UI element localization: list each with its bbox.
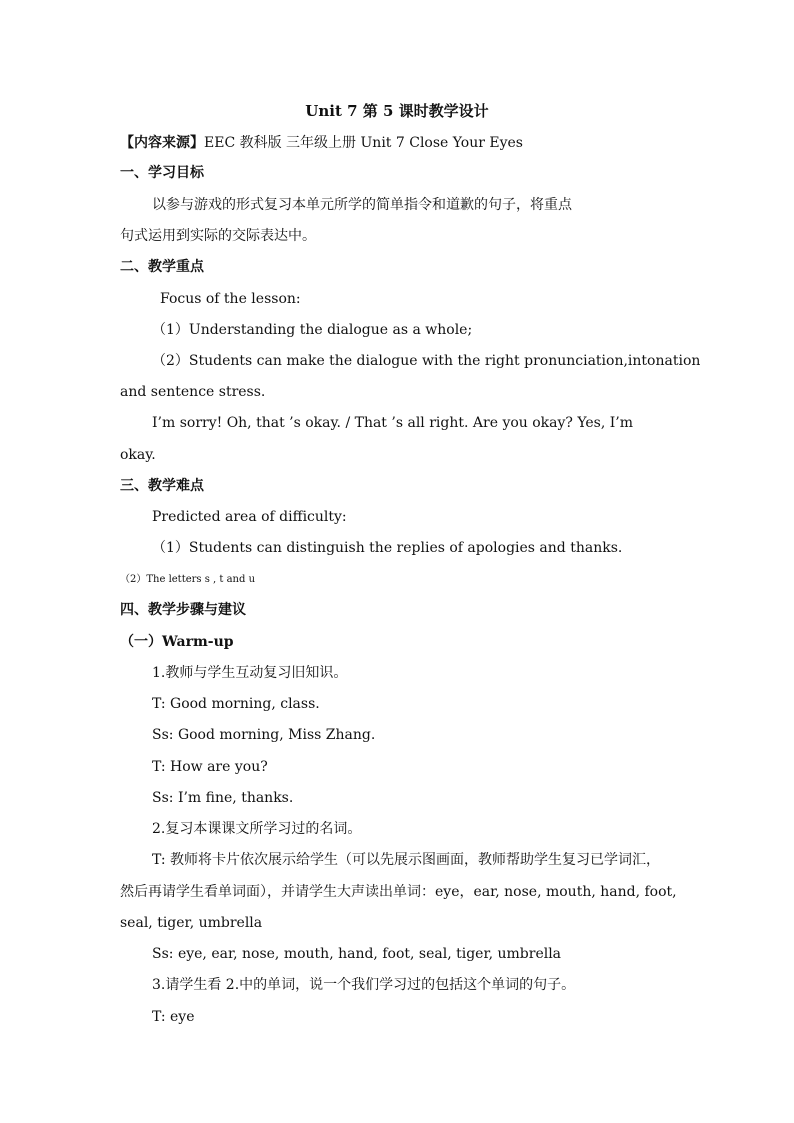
dialogue-sentences-continued: okay. bbox=[120, 447, 156, 463]
focus-item-2-end: intonation bbox=[627, 353, 701, 369]
section-heading-key-points: 二、教学重点 bbox=[120, 259, 204, 275]
dialogue-line-3: T: How are you? bbox=[152, 759, 268, 775]
source-text: EEC 教科版 三年级上册 Unit 7 Close Your Eyes bbox=[204, 135, 523, 151]
difficulty-label: Predicted area of difficulty: bbox=[152, 509, 347, 525]
dialogue-sentences: I’m sorry! Oh, that ’s okay. / That ’s all right. Are you okay? Yes, I’m bbox=[152, 415, 634, 431]
teacher-instruction-line-2: 然后再请学生看单词面），并请学生大声读出单词：eye，ear, nose, mouth, hand, foot, bbox=[120, 884, 677, 900]
step-1: 1.教师与学生互动复习旧知识。 bbox=[152, 665, 348, 681]
focus-item-2-text: Students can make the dialogue with the right pronunciation, bbox=[188, 353, 628, 369]
section-heading-steps: 四、教学步骤与建议 bbox=[120, 602, 246, 618]
difficulty-item-1: （1）Students can distinguish the replies of apologies and thanks. bbox=[152, 540, 623, 556]
focus-item-1: （1）Understanding the dialogue as a whole; bbox=[152, 322, 473, 338]
dialogue-line-2: Ss: Good morning, Miss Zhang. bbox=[152, 727, 376, 743]
section-heading-objectives: 一、学习目标 bbox=[120, 165, 204, 181]
dialogue-line-4: Ss: I’m fine, thanks. bbox=[152, 790, 294, 806]
dialogue-line-1: T: Good morning, class. bbox=[152, 696, 320, 712]
step-3: 3.请学生看 2.中的单词，说一个我们学习过的包括这个单词的句子。 bbox=[152, 977, 576, 993]
page-title: Unit 7 第 5 课时教学设计 bbox=[305, 102, 489, 120]
teacher-prompt-eye: T: eye bbox=[152, 1009, 195, 1025]
focus-item-2-continued: and sentence stress. bbox=[120, 384, 266, 400]
content-source bbox=[120, 134, 523, 152]
objectives-paragraph-line-1: 以参与游戏的形式复习本单元所学的简单指令和道歉的句子，将重点 bbox=[152, 197, 572, 213]
focus-label: Focus of the lesson: bbox=[160, 291, 301, 307]
students-response: Ss: eye, ear, nose, mouth, hand, foot, seal, tiger, umbrella bbox=[152, 946, 562, 962]
teacher-instruction-line-3: seal, tiger, umbrella bbox=[120, 915, 263, 931]
focus-item-2-number: （2） bbox=[152, 353, 189, 369]
step-2: 2.复习本课课文所学习过的名词。 bbox=[152, 821, 362, 837]
section-heading-difficulties: 三、教学难点 bbox=[120, 478, 204, 494]
teacher-instruction-line-1: T: 教师将卡片依次展示给学生（可以先展示图画面，教师帮助学生复习已学词汇， bbox=[152, 852, 661, 868]
source-label: 【内容来源】 bbox=[120, 135, 204, 151]
subsection-warm-up: （一）Warm-up bbox=[120, 634, 234, 650]
focus-item-2 bbox=[152, 352, 701, 370]
objectives-paragraph-line-2: 句式运用到实际的交际表达中。 bbox=[120, 228, 316, 244]
difficulty-item-2: （2）The letters s , t and u bbox=[120, 574, 256, 585]
